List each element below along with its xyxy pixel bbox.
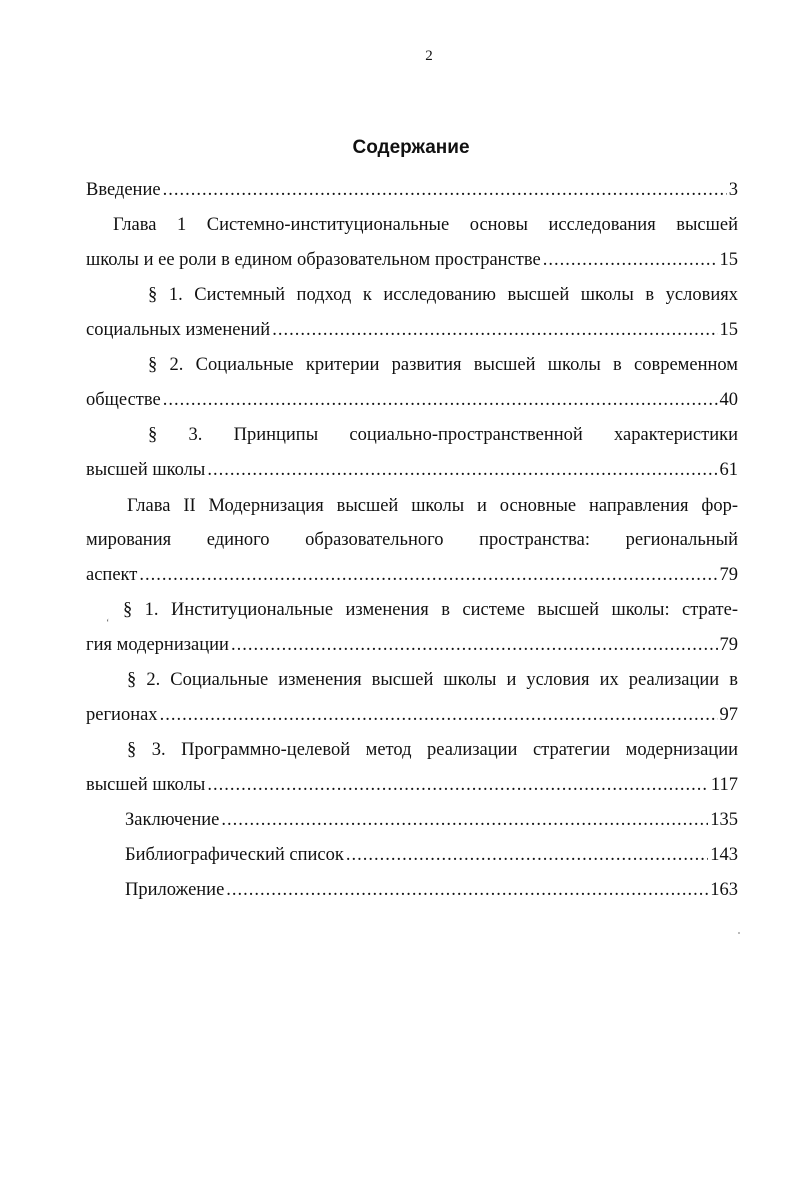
toc-entry-page: 135 [710,810,738,830]
dot-leader [207,773,709,797]
toc-entry-page: 40 [719,390,738,410]
toc-chapter1-line1: Глава 1 Системно-институциональные основы исследования высшей [113,215,738,235]
toc-entry-ch2-sec1 [86,633,738,657]
toc-entry-page: 3 [728,180,738,200]
toc-entry-page: 15 [719,320,738,340]
toc-entry-text: школы и ее роли в едином образовательном пространстве [86,250,541,270]
toc-entry-text: аспект [86,565,138,585]
dot-leader [272,318,717,342]
scan-artifact-dot [738,932,740,934]
toc-ch1-sec1-line1: § 1. Системный подход к исследованию высшей школы в условиях [148,285,738,305]
toc-entry-page: 79 [719,565,738,585]
dot-leader [231,633,718,657]
toc-entry-text: обществе [86,390,161,410]
dot-leader [160,703,718,727]
toc-entry-text: социальных изменений [86,320,271,340]
toc-entry-ch2-sec3 [86,773,738,797]
toc-entry-page: 15 [719,250,738,270]
toc-ch2-sec2-line1: § 2. Социальные изменения высшей школы и условия их реализации в [127,670,738,690]
toc-entry-page: 143 [710,845,738,865]
toc-entry-text: Заключение [125,810,220,830]
toc-entry-page: 163 [710,880,738,900]
toc-entry-page: 61 [719,460,738,480]
toc-entry-conclusion [125,808,738,832]
toc-entry-text: Библиографический список [125,845,344,865]
toc-entry-chapter1 [86,248,738,272]
toc-entry-appendix [125,878,738,902]
dot-leader [163,178,727,202]
toc-entry-bibliography [125,843,738,867]
toc-entry-ch2-sec2 [86,703,738,727]
dot-leader [139,563,717,587]
page-number: 2 [425,48,433,64]
toc-entry-page: 117 [710,775,738,795]
dot-leader [163,388,718,412]
scan-artifact-mark: ʻ [106,618,110,629]
toc-entry-introduction [86,178,738,202]
toc-entry-text: Введение [86,180,161,200]
toc-entry-text: высшей школы [86,775,206,795]
toc-entry-page: 79 [719,635,738,655]
toc-chapter2-line1: Глава II Модернизация высшей школы и основные направления фор- [127,496,738,516]
toc-ch1-sec3-line1: § 3. Принципы социально-пространственной характеристики [148,425,738,445]
toc-entry-ch1-sec2 [86,388,738,412]
dot-leader [226,878,708,902]
dot-leader [346,843,708,867]
dot-leader [543,248,718,272]
toc-entry-text: Приложение [125,880,225,900]
toc-entry-text: регионах [86,705,158,725]
toc-ch1-sec2-line1: § 2. Социальные критерии развития высшей школы в современном [148,355,738,375]
toc-entry-chapter2 [86,563,738,587]
dot-leader [221,808,708,832]
toc-chapter2-line2: мирования единого образовательного пространства: региональный [86,530,738,550]
toc-entry-ch1-sec1 [86,318,738,342]
dot-leader [207,458,717,482]
toc-entry-text: гия модернизации [86,635,229,655]
toc-title: Содержание [352,137,470,158]
toc-entry-text: высшей школы [86,460,206,480]
toc-entry-page: 97 [719,705,738,725]
toc-ch2-sec3-line1: § 3. Программно-целевой метод реализации стратегии модернизации [127,740,738,760]
toc-ch2-sec1-line1: § 1. Институциональные изменения в системе высшей школы: страте- [123,600,738,620]
toc-entry-ch1-sec3 [86,458,738,482]
